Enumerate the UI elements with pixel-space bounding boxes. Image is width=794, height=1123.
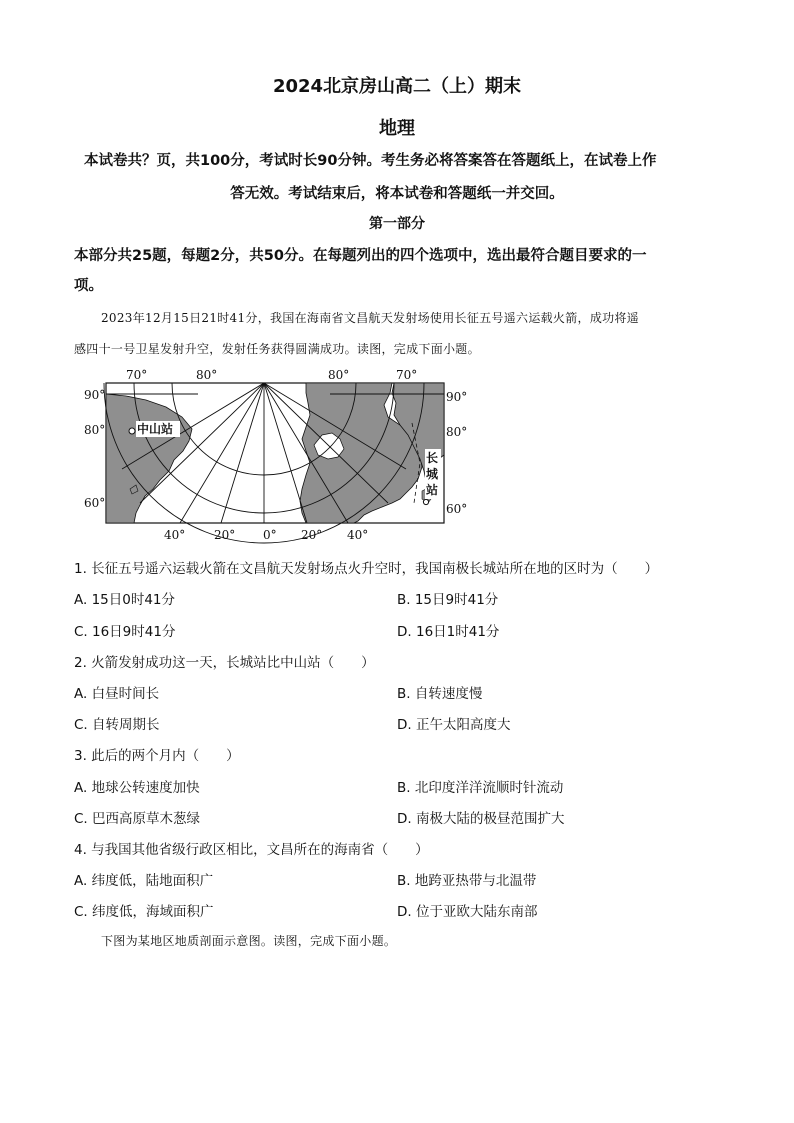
question-2-option-b: B. 自转速度慢 xyxy=(397,686,483,702)
question-3-stem: 3. 此后的两个月内（ ） xyxy=(74,748,240,764)
antarctica-map-figure xyxy=(74,363,474,545)
question-4-option-b: B. 地跨亚热带与北温带 xyxy=(397,873,537,889)
part-instruction-line-1: 本部分共25题，每题2分，共50分。在每题列出的四个选项中，选出最符合题目要求的一 xyxy=(74,248,647,264)
part-title: 第一部分 xyxy=(369,216,425,232)
question-2-option-d: D. 正午太阳高度大 xyxy=(397,717,511,733)
zhongshan-station-marker xyxy=(129,428,135,434)
top-label-70-west: 70° xyxy=(126,368,148,382)
question-1-option-a: A. 15日0时41分 xyxy=(74,592,176,608)
changcheng-station-marker xyxy=(423,499,428,504)
right-label-90: 90° xyxy=(446,390,468,404)
right-label-60: 60° xyxy=(446,502,468,516)
bottom-label-40-west: 40° xyxy=(164,528,186,542)
changcheng-label-char-2: 城 xyxy=(426,467,439,481)
top-label-70-east: 70° xyxy=(396,368,418,382)
exam-intro-line-1: 本试卷共？页，共100分，考试时长90分钟。考生务必将答案答在答题纸上，在试卷上作 xyxy=(84,153,657,169)
question-3-option-c: C. 巴西高原草木葱绿 xyxy=(74,811,201,827)
bottom-label-40-east: 40° xyxy=(347,528,369,542)
bottom-label-20-east: 20° xyxy=(301,528,323,542)
top-label-80-east: 80° xyxy=(328,368,350,382)
page-title: 2024北京房山高二（上）期末 xyxy=(272,76,522,97)
changcheng-label-char-1: 长 xyxy=(426,451,439,465)
question-4-option-a: A. 纬度低，陆地面积广 xyxy=(74,873,214,889)
passage-2-line-1: 下图为某地区地质剖面示意图。读图，完成下面小题。 xyxy=(101,934,397,948)
question-4-option-d: D. 位于亚欧大陆东南部 xyxy=(397,904,538,920)
question-1-stem: 1. 长征五号遥六运载火箭在文昌航天发射场点火升空时，我国南极长城站所在地的区时为（ ） xyxy=(74,561,659,577)
subject-title: 地理 xyxy=(379,118,415,139)
question-4-option-c: C. 纬度低，海域面积广 xyxy=(74,904,214,920)
passage-1-line-2: 感四十一号卫星发射升空，发射任务获得圆满成功。读图，完成下面小题。 xyxy=(74,342,480,356)
question-2-option-a: A. 白昼时间长 xyxy=(74,686,160,702)
question-1-option-c: C. 16日9时41分 xyxy=(74,624,176,640)
zhongshan-station-label: 中山站 xyxy=(137,422,174,436)
question-1-option-d: D. 16日1时41分 xyxy=(397,624,500,640)
changcheng-label-char-3: 站 xyxy=(426,483,439,497)
bottom-label-20-west: 20° xyxy=(214,528,236,542)
left-label-60: 60° xyxy=(84,496,106,510)
exam-intro-line-2: 答无效。考试结束后，将本试卷和答题纸一并交回。 xyxy=(230,186,564,202)
question-2-option-c: C. 自转周期长 xyxy=(74,717,160,733)
bottom-label-0: 0° xyxy=(263,528,277,542)
part-instruction-line-2: 项。 xyxy=(74,278,103,294)
top-label-80-west: 80° xyxy=(196,368,218,382)
right-label-80: 80° xyxy=(446,425,468,439)
left-label-80: 80° xyxy=(84,423,106,437)
question-1-option-b: B. 15日9时41分 xyxy=(397,592,499,608)
passage-1-line-1: 2023年12月15日21时41分，我国在海南省文昌航天发射场使用长征五号遥六运载火箭，成功将遥 xyxy=(101,311,640,325)
question-2-stem: 2. 火箭发射成功这一天，长城站比中山站（ ） xyxy=(74,655,375,671)
question-3-option-a: A. 地球公转速度加快 xyxy=(74,780,200,796)
question-3-option-b: B. 北印度洋洋流顺时针流动 xyxy=(397,780,564,796)
question-4-stem: 4. 与我国其他省级行政区相比，文昌所在的海南省（ ） xyxy=(74,842,429,858)
antarctica-map xyxy=(74,363,474,545)
question-3-option-d: D. 南极大陆的极昼范围扩大 xyxy=(397,811,565,827)
left-label-90: 90° xyxy=(84,388,106,402)
